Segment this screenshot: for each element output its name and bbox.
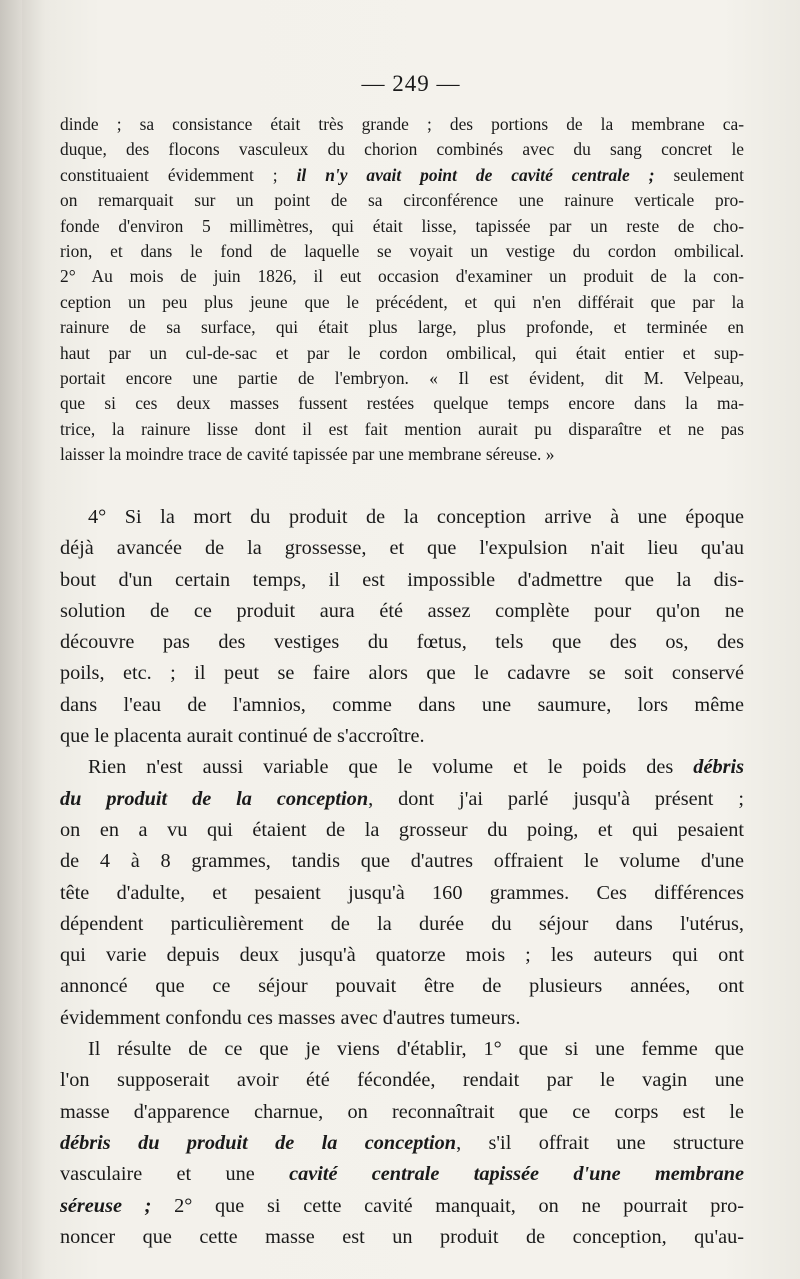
text-line: dinde ; sa consistance était très grande ; des portions de la membrane ca- [60, 114, 744, 134]
paragraph-4-start: 4° Si la mort du produit de la conception arrive à une époque [88, 506, 744, 528]
text-line: haut par un cul-de-sac et par le cordon ombilical, qui était entier et sup- [60, 342, 744, 363]
page-binding-edge [0, 0, 22, 1279]
text-line: séreuse ; 2° que si cette cavité manquait, on ne pourrait pro- [60, 1194, 744, 1217]
quoted-case-paragraph [60, 112, 744, 468]
text-line: qui varie depuis deux jusqu'à quatorze mois ; les auteurs qui ont [60, 944, 744, 967]
main-text-block [60, 502, 744, 1253]
text-line: tête d'adulte, et pesaient jusqu'à 160 grammes. Ces différences [60, 881, 744, 904]
book-page [22, 0, 800, 1279]
text-line: constituaient évidemment ; il n'y avait point de cavité centrale ; seulement [60, 164, 744, 185]
text-line: vasculaire et une cavité centrale tapissée d'une membrane [60, 1163, 744, 1186]
text-line: fonde d'environ 5 millimètres, qui était lisse, tapissée par un reste de cho- [60, 215, 744, 236]
text-line: noncer que cette masse est un produit de conception, qu'au- [60, 1225, 744, 1248]
text-line: solution de ce produit aura été assez complète pour qu'on ne [60, 599, 744, 622]
text-line: que le placenta aurait continué de s'accroître. [60, 725, 425, 748]
text-line: ception un peu plus jeune que le précédent, et qui n'en différait que par la [60, 291, 744, 312]
text-line: dépendent particulièrement de la durée du séjour dans l'utérus, [60, 912, 744, 935]
text-line: annoncé que ce séjour pouvait être de plusieurs années, ont [60, 975, 744, 998]
text-line: du produit de la conception, dont j'ai parlé jusqu'à présent ; [60, 787, 744, 810]
text-line: 2° Au mois de juin 1826, il eut occasion d'examiner un produit de la con- [60, 266, 744, 287]
text-line: on en a vu qui étaient de la grosseur du poing, et qui pesaient [60, 818, 744, 841]
text-line: poils, etc. ; il peut se faire alors que le cadavre se soit conservé [60, 662, 744, 685]
text-line: débris du produit de la conception, s'il offrait une structure [60, 1131, 745, 1154]
text-line: de 4 à 8 grammes, tandis que d'autres offraient le volume d'une [60, 850, 744, 873]
text-line: déjà avancée de la grossesse, et que l'expulsion n'ait lieu qu'au [60, 537, 744, 560]
text-line: l'on supposerait avoir été fécondée, rendait par le vagin une [60, 1069, 744, 1092]
paragraph-conclusion-start: Il résulte de ce que je viens d'établir, 1° que si une femme que [88, 1038, 744, 1061]
text-line: duque, des flocons vasculeux du chorion combinés avec du sang concret le [60, 139, 744, 160]
text-line: découvre pas des vestiges du fœtus, tels que des os, des [60, 631, 744, 654]
text-line: on remarquait sur un point de sa circonférence une rainure verticale pro- [60, 190, 744, 211]
text-line: bout d'un certain temps, il est impossible d'admettre que la dis- [60, 568, 744, 591]
text-line: laisser la moindre trace de cavité tapissée par une membrane séreuse. » [60, 444, 555, 465]
paragraph-rien-start: Rien n'est aussi variable que le volume et le poids des débris [88, 756, 744, 779]
text-line: portait encore une partie de l'embryon. « Il est évident, dit M. Velpeau, [60, 368, 744, 389]
text-line: rion, et dans le fond de laquelle se voyait un vestige du cordon ombilical. [60, 241, 744, 262]
text-line: que si ces deux masses fussent restées quelque temps encore dans la ma- [60, 393, 744, 414]
text-line: évidemment confondu ces masses avec d'autres tumeurs. [60, 1006, 521, 1029]
text-line: trice, la rainure lisse dont il est fait mention aurait pu disparaître et ne pas [60, 418, 744, 439]
text-line: masse d'apparence charnue, on reconnaîtrait que ce corps est le [60, 1100, 744, 1123]
page-number: — 249 — [361, 71, 461, 96]
text-line: dans l'eau de l'amnios, comme dans une saumure, lors même [60, 693, 744, 716]
text-line: rainure de sa surface, qui était plus large, plus profonde, et terminée en [60, 317, 744, 338]
